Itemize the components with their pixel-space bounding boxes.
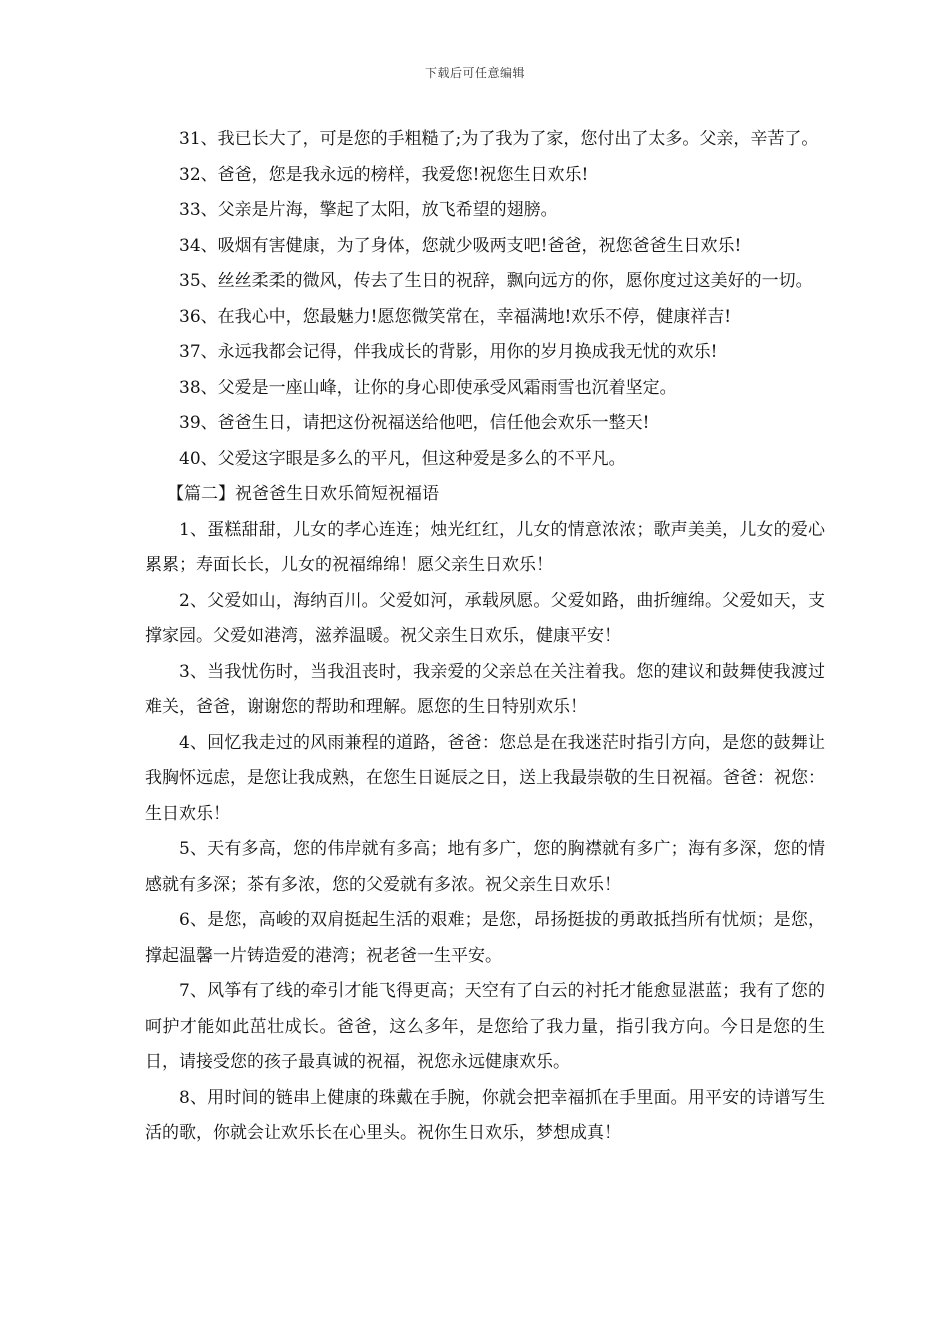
paragraph-37: 37、永远我都会记得，伴我成长的背影，用你的岁月换成我无忧的欢乐! — [179, 342, 718, 362]
paragraph-34: 34、吸烟有害健康，为了身体，您就少吸两支吧!爸爸，祝您爸爸生日欢乐! — [179, 235, 742, 256]
section-heading: 【篇二】祝爸爸生日欢乐简短祝福语 — [167, 484, 439, 504]
paragraph-1: 1、蛋糕甜甜，儿女的孝心连连；烛光红红，儿女的情意浓浓；歌声美美，儿女的爱心累累；寿面长长，儿女的祝福绵绵！愿父亲生日欢乐！ — [145, 519, 825, 575]
paragraph-31: 31、我已长大了，可是您的手粗糙了;为了我为了家，您付出了太多。父亲，辛苦了。 — [179, 129, 819, 149]
paragraph-8: 8、用时间的链串上健康的珠戴在手腕，你就会把幸福抓在手里面。用平安的诗谱写生活的歌，你就会让欢乐长在心里头。祝你生日欢乐，梦想成真！ — [145, 1087, 825, 1143]
paragraph-7: 7、风筝有了线的牵引才能飞得更高；天空有了白云的衬托才能愈显湛蓝；我有了您的呵护才能如此茁壮成长。爸爸，这么多年，是您给了我力量，指引我方向。今日是您的生日，请接受您的孩子最真诚的祝福，祝您永远健康欢乐。 — [145, 981, 825, 1072]
paragraph-39: 39、爸爸生日，请把这份祝福送给他吧，信任他会欢乐一整天! — [179, 413, 650, 433]
paragraph-38: 38、父爱是一座山峰，让你的身心即使承受风霜雨雪也沉着坚定。 — [179, 377, 677, 398]
paragraph-2: 2、父爱如山，海纳百川。父爱如河，承载夙愿。父爱如路，曲折缠绵。父爱如天，支撑家园。父爱如港湾，滋养温暖。祝父亲生日欢乐，健康平安！ — [145, 590, 825, 646]
paragraph-33: 33、父亲是片海，擎起了太阳，放飞希望的翅膀。 — [179, 200, 558, 220]
paragraph-6: 6、是您，高峻的双肩挺起生活的艰难；是您，昂扬挺拔的勇敢抵挡所有忧烦；是您，撑起温馨一片铸造爱的港湾；祝老爸一生平安。 — [145, 910, 825, 966]
paragraph-35: 35、丝丝柔柔的微风，传去了生日的祝辞，飘向远方的你，愿你度过这美好的一切。 — [179, 271, 813, 291]
paragraph-5: 5、天有多高，您的伟岸就有多高；地有多广，您的胸襟就有多广；海有多深，您的情感就有多深；茶有多浓，您的父爱就有多浓。祝父亲生日欢乐！ — [145, 839, 825, 895]
paragraph-4: 4、回忆我走过的风雨兼程的道路，爸爸：您总是在我迷茫时指引方向，是您的鼓舞让我胸怀远虑，是您让我成熟，在您生日诞辰之日，送上我最崇敬的生日祝福。爸爸：祝您：生日欢乐！ — [145, 732, 825, 824]
document-body — [145, 122, 825, 1152]
paragraph-36: 36、在我心中，您最魅力!愿您微笑常在，幸福满地!欢乐不停，健康祥吉! — [179, 306, 732, 327]
paragraph-32: 32、爸爸，您是我永远的榜样，我爱您!祝您生日欢乐! — [179, 164, 589, 185]
paragraph-40: 40、父爱这字眼是多么的平凡，但这种爱是多么的不平凡。 — [179, 448, 626, 469]
page-header: 下载后可任意编辑 — [424, 66, 525, 80]
paragraph-3: 3、当我忧伤时，当我沮丧时，我亲爱的父亲总在关注着我。您的建议和鼓舞使我渡过难关，爸爸，谢谢您的帮助和理解。愿您的生日特别欢乐！ — [145, 661, 825, 717]
